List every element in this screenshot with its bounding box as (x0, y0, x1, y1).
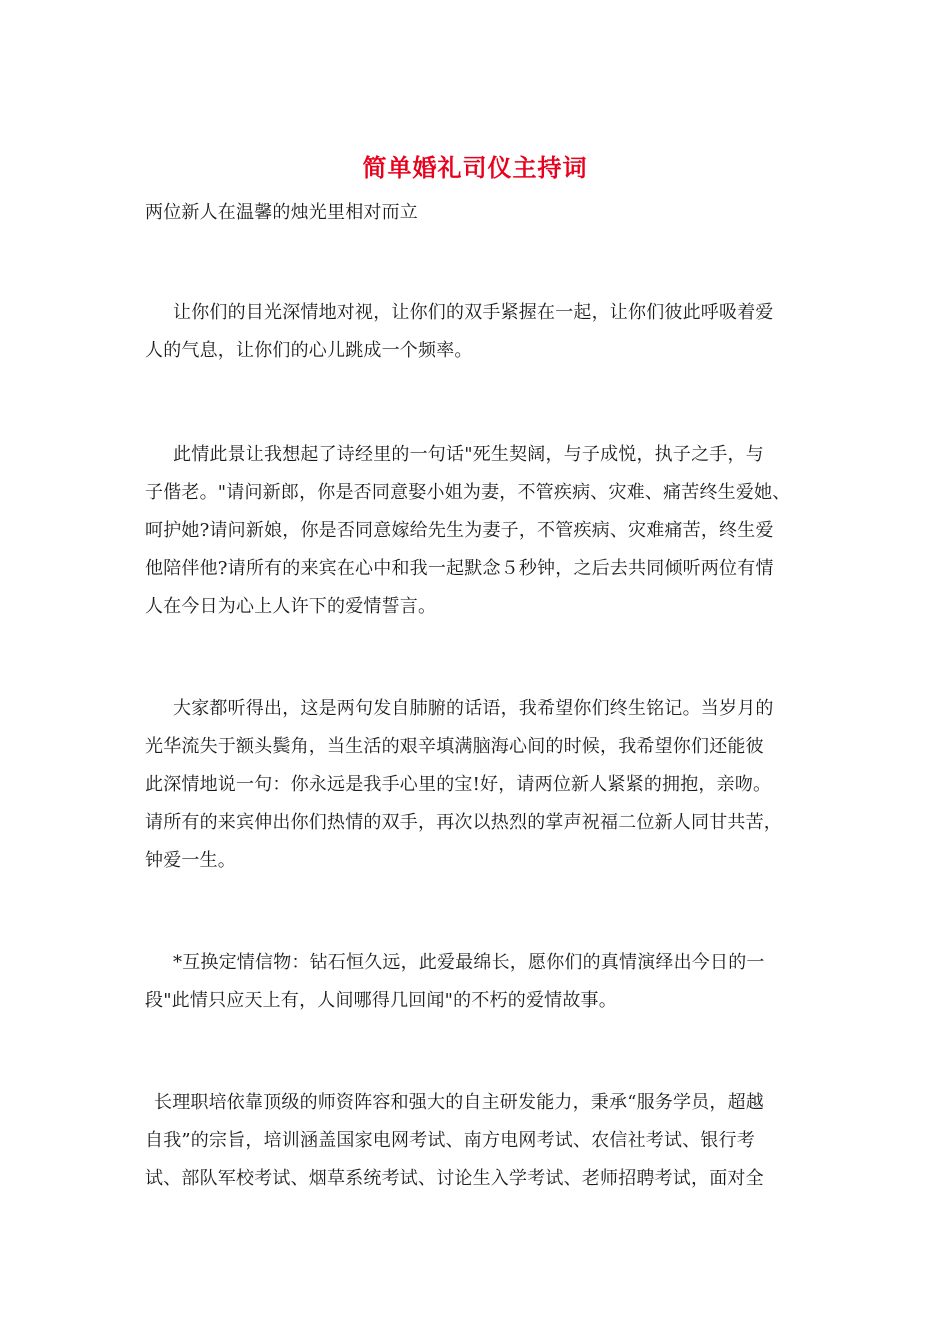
paragraph-line: 试、部队军校考试、烟草系统考试、讨论生入学考试、老师招聘考试，面对全 (145, 1168, 764, 1189)
paragraph-line: 此情此景让我想起了诗经里的一句话"死生契阔，与子成悦，执子之手，与 (173, 444, 764, 465)
paragraph-line: 自我”的宗旨，培训涵盖国家电网考试、南方电网考试、农信社考试、银行考 (145, 1130, 755, 1151)
paragraph-line: 大家都听得出，这是两句发自肺腑的话语，我希望你们终生铭记。当岁月的 (173, 698, 774, 719)
paragraph-line: 段"此情只应天上有，人间哪得几回闻"的不朽的爱情故事。 (145, 990, 617, 1011)
document-title: 简单婚礼司仪主持词 (362, 154, 588, 182)
paragraph-line: 人的气息，让你们的心儿跳成一个频率。 (145, 340, 473, 361)
paragraph-line: 请所有的来宾伸出你们热情的双手，再次以热烈的掌声祝福二位新人同甘共苦， (145, 812, 782, 833)
subtitle-line: 两位新人在温馨的烛光里相对而立 (145, 202, 418, 223)
paragraph-line: 子偕老。"请问新郎，你是否同意娶小姐为妻，不管疾病、灾难、痛苦终生爱她、 (145, 482, 791, 503)
paragraph-line: 人在今日为心上人许下的爱情誓言。 (145, 596, 437, 617)
paragraph-line: 呵护她?请问新娘，你是否同意嫁给先生为妻子，不管疾病、灾难痛苦，终生爱 (145, 520, 774, 541)
paragraph-line: 长理职培依靠顶级的师资阵容和强大的自主研发能力，秉承“服务学员，超越 (154, 1092, 764, 1113)
paragraph-line: 钟爱一生。 (145, 850, 236, 871)
paragraph-line: 光华流失于额头鬓角，当生活的艰辛填满脑海心间的时候，我希望你们还能彼 (145, 736, 764, 757)
paragraph-line: 此深情地说一句：你永远是我手心里的宝!好，请两位新人紧紧的拥抱，亲吻。 (145, 774, 772, 795)
paragraph-line: *互换定情信物：钻石恒久远，此爱最绵长，愿你们的真情演绎出今日的一 (173, 952, 765, 973)
paragraph-line: 他陪伴他?请所有的来宾在心中和我一起默念５秒钟，之后去共同倾听两位有情 (145, 558, 774, 579)
paragraph-line: 让你们的目光深情地对视，让你们的双手紧握在一起，让你们彼此呼吸着爱 (173, 302, 774, 323)
